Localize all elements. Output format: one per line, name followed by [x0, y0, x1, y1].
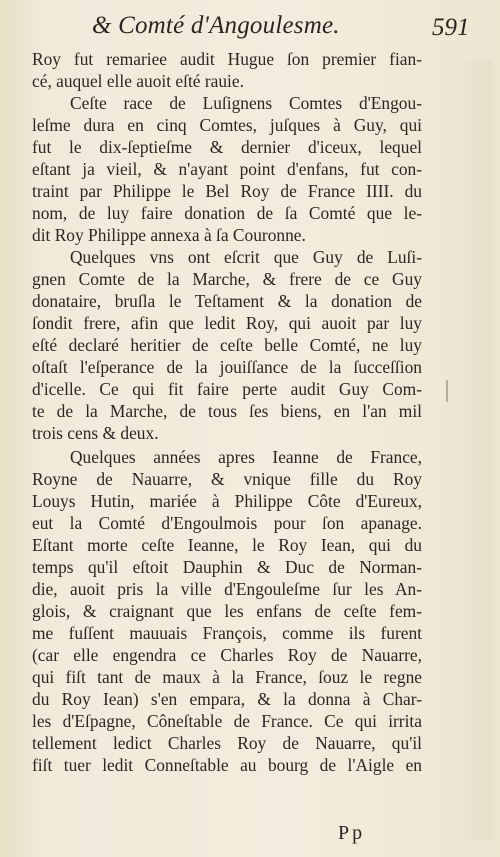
text-line: tellement ledict Charles Roy de Nauarre, qu'il: [32, 733, 422, 753]
text-line: nom, de luy faire donation de ſa Comté que le-: [32, 203, 422, 223]
text-line: traint par Philippe le Bel Roy de France IIII. du: [32, 181, 422, 201]
text-line: te de la Marche, de tous ſes biens, en l'an mil: [32, 401, 422, 421]
text-line: gnen Comte de la Marche, & frere de ce Guy: [32, 269, 422, 289]
text-line: Quelques années apres Ieanne de France,: [70, 447, 422, 467]
margin-mark: [446, 380, 448, 402]
text-line: Roy fut remariee audit Hugue ſon premier fian-: [32, 49, 422, 69]
text-line: d'icelle. Ce qui fit faire perte audit Guy Com-: [32, 379, 422, 399]
text-line: trois cens & deux.: [32, 423, 159, 443]
running-title: & Comté d'Angoulesme.: [92, 12, 340, 39]
text-line: Quelques vns ont eſcrit que Guy de Luſi-: [70, 247, 422, 267]
text-line: cé, auquel elle auoit eſté rauie.: [32, 71, 244, 91]
text-line: ſondit frere, afin que ledit Roy, qui auoit par luy: [32, 313, 422, 333]
page-header: [0, 8, 500, 48]
text-line: glois, & craignant que les enfans de ceſte fem-: [32, 601, 422, 621]
text-line: Eſtant morte ceſte Ieanne, le Roy Iean, qui du: [32, 535, 422, 555]
text-line: Royne de Nauarre, & vnique fille du Roy: [32, 469, 422, 489]
text-line: oſtaſt l'eſperance de la jouiſſance de la ſucceſſion: [32, 357, 422, 377]
text-line: eut la Comté d'Engoulmois pour ſon apanage.: [32, 513, 422, 533]
text-line: du Roy Iean) s'en empara, & la donna à Char-: [32, 689, 422, 709]
text-line: temps qu'il eſtoit Dauphin & Duc de Norman-: [32, 557, 422, 577]
page-number: 591: [432, 14, 470, 41]
text-line: les d'Eſpagne, Côneſtable de France. Ce qui irrita: [32, 711, 422, 731]
text-line: me fuſſent mauuais François, comme ils furent: [32, 623, 422, 643]
text-line: (car elle engendra ce Charles Roy de Nauarre,: [32, 645, 422, 665]
text-line: qui fiſt tant de maux à la France, ſouz le regne: [32, 667, 422, 687]
catchword: Pp: [338, 822, 366, 844]
text-line: fut le dix-ſeptieſme & dernier d'iceux, lequel: [32, 137, 422, 157]
text-line: donataire, bruſla le Teſtament & la donation de: [32, 291, 422, 311]
text-line: fiſt tuer ledit Conneſtable au bourg de l'Aigle en: [32, 755, 422, 775]
text-line: Ceſte race de Luſignens Comtes d'Engou-: [70, 93, 422, 113]
page-edge-shading: [452, 60, 492, 840]
text-line: dit Roy Philippe annexa à ſa Couronne.: [32, 225, 306, 245]
text-line: eſtant ja vieil, & n'ayant point d'enfans, fut con-: [32, 159, 422, 179]
text-line: eſté declaré heritier de ceſte belle Comté, ne luy: [32, 335, 422, 355]
text-line: Louys Hutin, mariée à Philippe Côte d'Eureux,: [32, 491, 422, 511]
text-line: leſme dura en cinq Comtes, juſques à Guy, qui: [32, 115, 422, 135]
text-line: die, auoit pris la ville d'Engouleſme ſur les An-: [32, 579, 422, 599]
